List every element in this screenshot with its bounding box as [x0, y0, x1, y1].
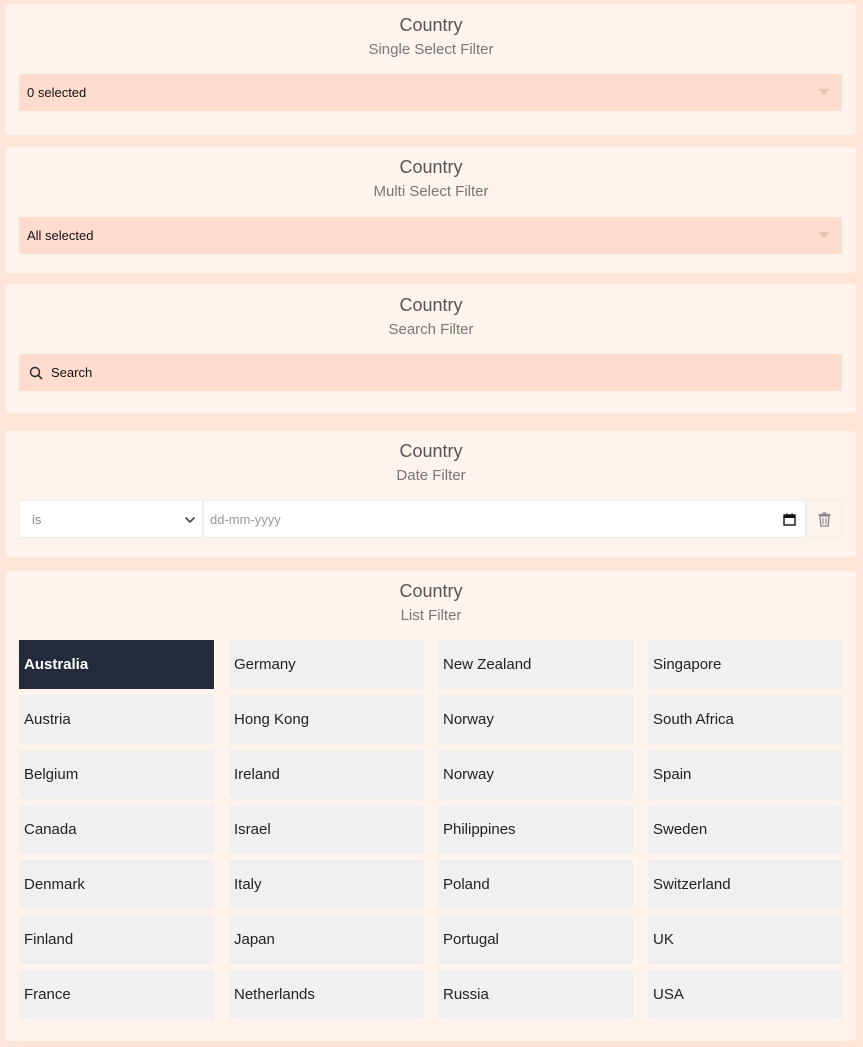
list-item-poland[interactable]: Poland [438, 860, 633, 909]
list-item-switzerland[interactable]: Switzerland [648, 860, 843, 909]
card-title: Country [399, 295, 463, 315]
list-item-france[interactable]: France [19, 970, 214, 1019]
list-item-netherlands[interactable]: Netherlands [229, 970, 424, 1019]
card-title: Country [399, 581, 463, 601]
list-item-germany[interactable]: Germany [229, 640, 424, 689]
list-item-uk[interactable]: UK [648, 915, 843, 964]
card-title: Country [399, 441, 463, 461]
card-subtitle: List Filter [400, 607, 462, 624]
search-placeholder: Search [51, 365, 93, 380]
list-item-australia[interactable]: Australia [19, 640, 214, 689]
list-item-south-africa[interactable]: South Africa [648, 695, 843, 744]
caret-down-icon [818, 89, 830, 95]
multi-select-dropdown[interactable] [19, 217, 842, 254]
list-item-denmark[interactable]: Denmark [19, 860, 214, 909]
date-input[interactable] [203, 500, 806, 538]
card-subtitle: Date Filter [396, 467, 466, 484]
list-item-philippines[interactable]: Philippines [438, 805, 633, 854]
list-item-belgium[interactable]: Belgium [19, 750, 214, 799]
list-item-canada[interactable]: Canada [19, 805, 214, 854]
list-item-sweden[interactable]: Sweden [648, 805, 843, 854]
card-subtitle: Single Select Filter [368, 41, 494, 58]
list-item-russia[interactable]: Russia [438, 970, 633, 1019]
list-item-new-zealand[interactable]: New Zealand [438, 640, 633, 689]
multi-select-filter-card [6, 147, 856, 273]
single-select-dropdown[interactable] [19, 74, 842, 111]
chevron-down-icon [184, 514, 196, 526]
list-item-singapore[interactable]: Singapore [648, 640, 843, 689]
list-item-usa[interactable]: USA [648, 970, 843, 1019]
list-item-finland[interactable]: Finland [19, 915, 214, 964]
date-filter-row [19, 500, 842, 538]
dropdown-value: 0 selected [27, 85, 87, 100]
search-icon [29, 366, 43, 380]
list-item-ireland[interactable]: Ireland [229, 750, 424, 799]
list-item-hong-kong[interactable]: Hong Kong [229, 695, 424, 744]
delete-button[interactable] [806, 500, 842, 538]
date-operator-select[interactable] [19, 500, 203, 538]
list-item-spain[interactable]: Spain [648, 750, 843, 799]
search-input[interactable] [19, 354, 842, 391]
card-title: Country [399, 157, 463, 177]
list-item-japan[interactable]: Japan [229, 915, 424, 964]
list-filter-card [6, 571, 856, 1041]
list-item-norway[interactable]: Norway [438, 750, 633, 799]
search-filter-card [6, 284, 856, 413]
list-item-austria[interactable]: Austria [19, 695, 214, 744]
trash-icon [818, 512, 831, 527]
date-filter-card [6, 431, 856, 557]
list-item-italy[interactable]: Italy [229, 860, 424, 909]
date-placeholder: dd-mm-yyyy [210, 511, 281, 527]
card-subtitle: Multi Select Filter [373, 183, 489, 200]
single-select-filter-card [6, 4, 856, 135]
calendar-icon[interactable] [783, 513, 796, 526]
card-subtitle: Search Filter [388, 321, 474, 338]
list-item-portugal[interactable]: Portugal [438, 915, 633, 964]
list-item-norway[interactable]: Norway [438, 695, 633, 744]
operator-value: is [32, 511, 42, 527]
dropdown-value: All selected [27, 228, 94, 243]
list-item-israel[interactable]: Israel [229, 805, 424, 854]
card-title: Country [399, 15, 463, 35]
caret-down-icon [818, 232, 830, 238]
